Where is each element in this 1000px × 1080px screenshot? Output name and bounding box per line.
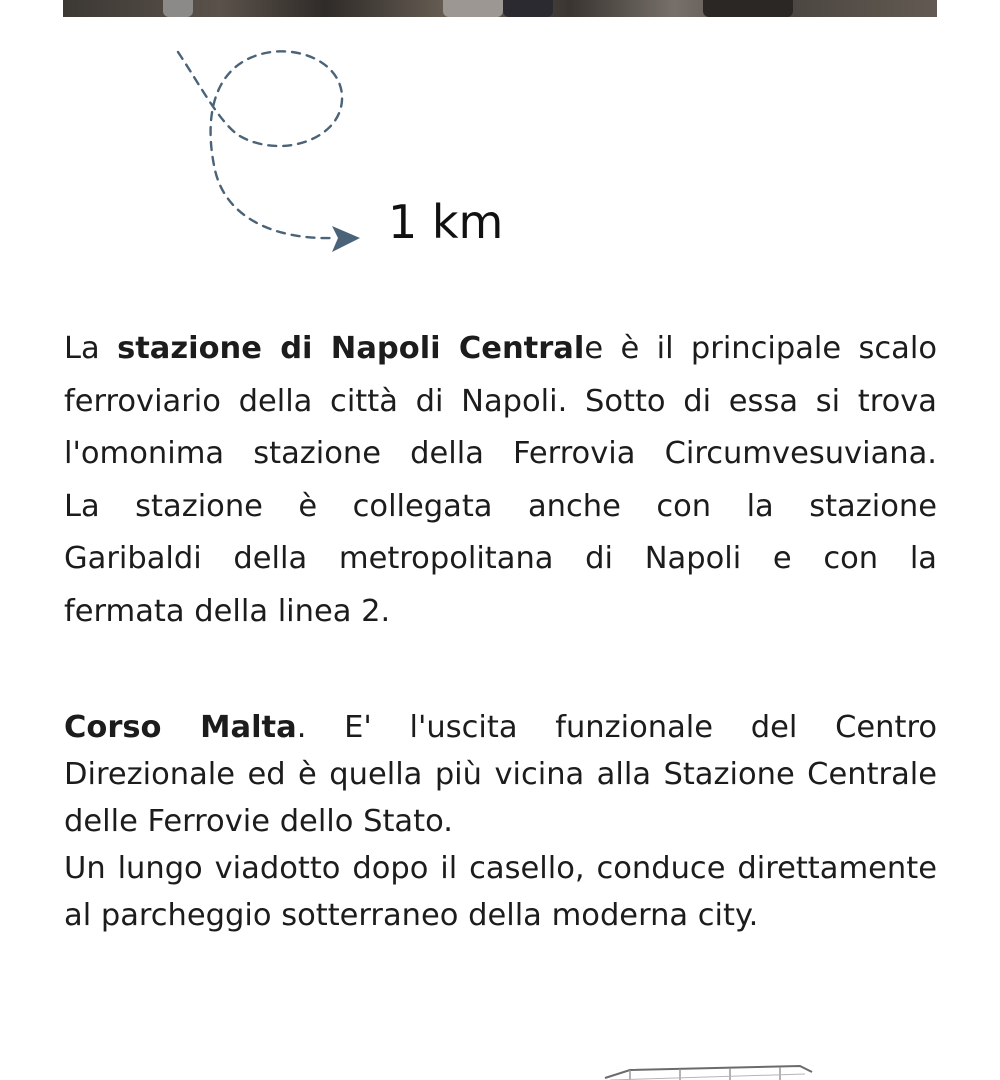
- bottom-building-illustration: [600, 1062, 815, 1080]
- bold-station-name: stazione di Napoli Central: [117, 331, 585, 366]
- text-run: e è il principale scalo: [584, 331, 938, 366]
- paragraph-line: al parcheggio sotterraneo della moderna city.: [64, 898, 759, 933]
- photo-detail: [503, 0, 553, 17]
- text-run: . E' l'uscita funzionale del Centro: [296, 710, 938, 745]
- corso-malta-paragraph: [64, 704, 937, 939]
- paragraph-line: Direzionale ed è quella più vicina alla Stazione Centrale: [64, 757, 937, 792]
- paragraph-line: [64, 323, 937, 376]
- text-run: La: [64, 331, 118, 366]
- paragraph-line: Un lungo viadotto dopo il casello, conduce direttamente: [64, 851, 937, 886]
- dashed-route-arrow-icon: [170, 40, 370, 260]
- paragraph-line: l'omonima stazione della Ferrovia Circumvesuviana.: [64, 436, 937, 471]
- paragraph-line: [64, 704, 937, 751]
- distance-label: 1 km: [388, 195, 504, 249]
- photo-detail: [703, 0, 793, 17]
- photo-detail: [443, 0, 503, 17]
- top-photo-strip: [63, 0, 937, 17]
- paragraph-line: La stazione è collegata anche con la stazione: [64, 488, 937, 524]
- napoli-centrale-paragraph: [64, 323, 937, 638]
- paragraph-line: Garibaldi della metropolitana di Napoli e con la: [64, 541, 937, 576]
- paragraph-line: delle Ferrovie dello Stato.: [64, 804, 453, 839]
- paragraph-line: ferroviario della città di Napoli. Sotto di essa si trova: [64, 383, 937, 419]
- photo-detail: [163, 0, 193, 17]
- bold-exit-name: Corso Malta: [64, 710, 297, 745]
- paragraph-line: fermata della linea 2.: [64, 593, 391, 629]
